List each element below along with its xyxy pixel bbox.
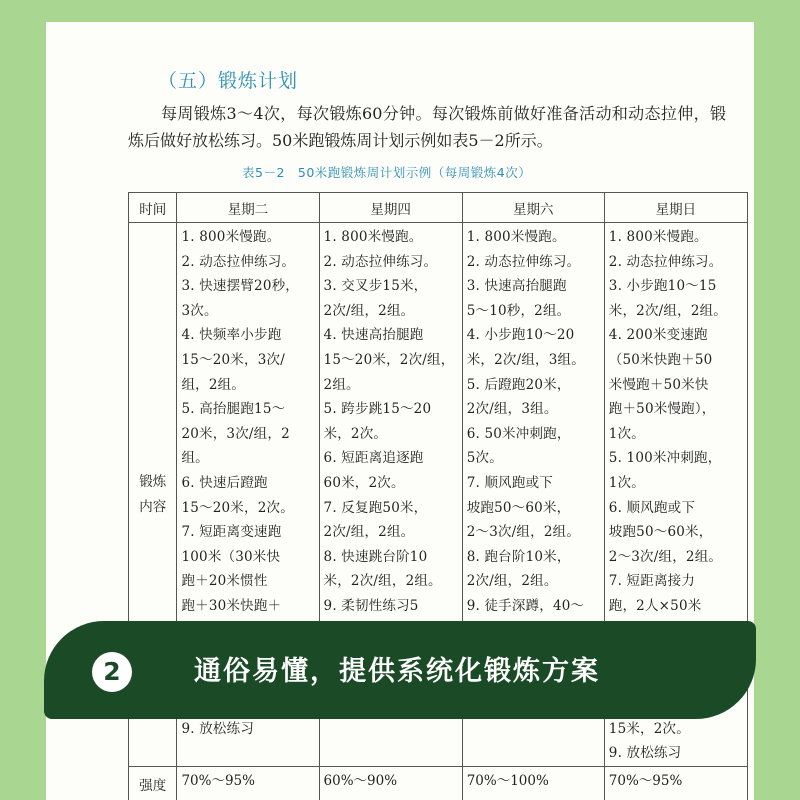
- cell-line: 2次/组，2组。: [466, 573, 558, 590]
- cell-line: 2. 动态拉伸练习。: [181, 253, 296, 270]
- cell-line: 2组。: [323, 376, 360, 393]
- cell-line: 6. 顺风跑或下: [608, 499, 696, 516]
- cell-line: 组。: [181, 450, 209, 467]
- cell-line: 1次。: [608, 474, 645, 491]
- cell-line: 6. 快速后蹬跑: [181, 474, 268, 491]
- cell-line: 6. 50米冲刺跑，: [466, 425, 571, 442]
- cell-line: 60米，2次。: [323, 474, 405, 491]
- cell-line: （50米快跑＋50: [608, 351, 713, 368]
- content-label-line2: 内容: [139, 498, 167, 515]
- table-header-row: [129, 193, 748, 223]
- section-title: （五）锻炼计划: [158, 70, 299, 92]
- header-saturday: 星期六: [462, 193, 604, 223]
- cell-line: 8. 跑台阶10米，: [466, 548, 571, 565]
- cell-line: 2. 动态拉伸练习。: [323, 253, 438, 270]
- cell-line: 4. 快频率小步跑: [181, 327, 282, 344]
- cell-line: 跑＋20米惯性: [181, 573, 268, 590]
- header-time: 时间: [129, 193, 177, 223]
- cell-line: 15～20米，2次/组，: [323, 351, 455, 368]
- cell-line: 米，2次/组，2组。: [608, 302, 728, 319]
- cell-line: 米，2次/组，2组。: [323, 573, 442, 590]
- cell-line: 9. 放松练习: [181, 720, 255, 737]
- cell-line: 6. 短距离追逐跑: [323, 450, 424, 467]
- table-caption: 表5－2 50米跑锻炼周计划示例（每周锻炼4次）: [242, 165, 532, 180]
- cell-line: 9. 放松练习: [608, 745, 682, 762]
- cell-line: 15米，2次。: [608, 720, 690, 737]
- intro-paragraph: 每周锻炼3～4次，每次锻炼60分钟。每次锻炼前做好准备活动和动态拉伸，锻炼后做好放松练习。50米跑锻炼周计划示例如表5－2所示。: [128, 104, 726, 150]
- cell-line: 3. 快速摆臂20秒，: [181, 278, 300, 295]
- cell-line: 8. 快速跳台阶10: [323, 548, 428, 565]
- cell-line: 3. 快速高抬腿跑: [466, 278, 567, 295]
- cell-line: 米，2次。: [323, 425, 388, 442]
- cell-line: 2次/组，3组。: [466, 401, 558, 418]
- cell-line: 2～3次/组，2组。: [608, 548, 723, 565]
- cell-line: 7. 顺风跑或下: [466, 474, 553, 491]
- cell-line: 7. 短距离接力: [608, 573, 696, 590]
- cell-line: 5. 后蹬跑20米，: [466, 376, 571, 393]
- cell-line: 3. 小步跑10～15: [608, 278, 717, 295]
- cell-line: [324, 717, 459, 742]
- header-tuesday: 星期二: [177, 193, 319, 223]
- intensity-row: [129, 767, 748, 800]
- cell-line: 4. 小步跑10～20: [466, 327, 575, 344]
- cell-line: 7. 短距离变速跑: [181, 524, 282, 541]
- cell-line: 3. 交叉步15米，: [323, 278, 428, 295]
- banner-headline: 通俗易懂，提供系统化锻炼方案: [194, 656, 600, 687]
- cell-line: 20米，3次/组，2: [181, 425, 290, 442]
- cell-line: 5. 100米冲刺跑，: [608, 450, 722, 467]
- cell-line: 5. 高抬腿跑15～: [181, 401, 286, 418]
- intensity-tuesday: 70%～95%: [177, 767, 319, 800]
- cell-line: 1. 800米慢跑。: [323, 229, 423, 245]
- cell-line: 5. 跨步跳15～20: [323, 401, 432, 418]
- cell-line: 1. 800米慢跑。: [608, 229, 708, 245]
- cell-line: [181, 741, 315, 766]
- cell-line: 2～3次/组，2组。: [466, 524, 581, 541]
- cell-line: 米慢跑＋50米快: [608, 376, 709, 393]
- cell-line: 组，2组。: [181, 376, 246, 393]
- cell-line: 100米（30米快: [181, 548, 281, 565]
- number-badge: 2: [92, 652, 132, 692]
- cell-line: 7. 反复跑50米，: [323, 499, 428, 516]
- cell-line: 15～20米，3次/: [181, 351, 285, 368]
- content-label-line1: 锻炼: [139, 473, 167, 490]
- header-thursday: 星期四: [319, 193, 462, 223]
- cell-line: 1次。: [608, 425, 645, 442]
- cell-line: 9. 柔韧性练习5: [323, 597, 419, 614]
- cell-line: 跑，2人×50米: [608, 597, 702, 614]
- cell-line: [324, 741, 459, 766]
- cell-line: 跑＋30米快跑＋: [181, 597, 282, 614]
- cell-line: 9. 徒手深蹲，40～: [466, 597, 585, 614]
- cell-line: 5次。: [466, 450, 503, 467]
- cell-line: [467, 717, 601, 742]
- cell-line: 2次/组，2组。: [323, 302, 415, 319]
- cell-line: 2. 动态拉伸练习。: [466, 253, 581, 270]
- cell-line: 坡跑50～60米，: [608, 524, 713, 541]
- cell-line: 坡跑50～60米，: [466, 499, 571, 516]
- intensity-saturday: 70%～100%: [462, 767, 604, 800]
- cell-line: 米，2次/组，3组。: [466, 351, 585, 368]
- cell-line: 2次/组，2组。: [323, 524, 415, 541]
- cell-line: 2. 动态拉伸练习。: [608, 253, 723, 270]
- header-sunday: 星期日: [604, 193, 747, 223]
- cell-line: 15～20米，2次。: [181, 499, 294, 516]
- cell-line: 4. 快速高抬腿跑: [323, 327, 424, 344]
- cell-line: 3次。: [181, 302, 218, 319]
- intensity-thursday: 60%～90%: [319, 767, 462, 800]
- cell-line: [467, 741, 601, 766]
- cell-line: 跑＋50米慢跑），: [608, 401, 716, 418]
- intensity-sunday: 70%～95%: [604, 767, 747, 800]
- cell-line: 1. 800米慢跑。: [181, 229, 281, 245]
- cell-line: 5～10秒，2组。: [466, 302, 571, 319]
- cell-line: 1. 800米慢跑。: [466, 229, 566, 245]
- intensity-label: 强度: [129, 767, 177, 800]
- cell-line: 4. 200米变速跑: [608, 327, 708, 344]
